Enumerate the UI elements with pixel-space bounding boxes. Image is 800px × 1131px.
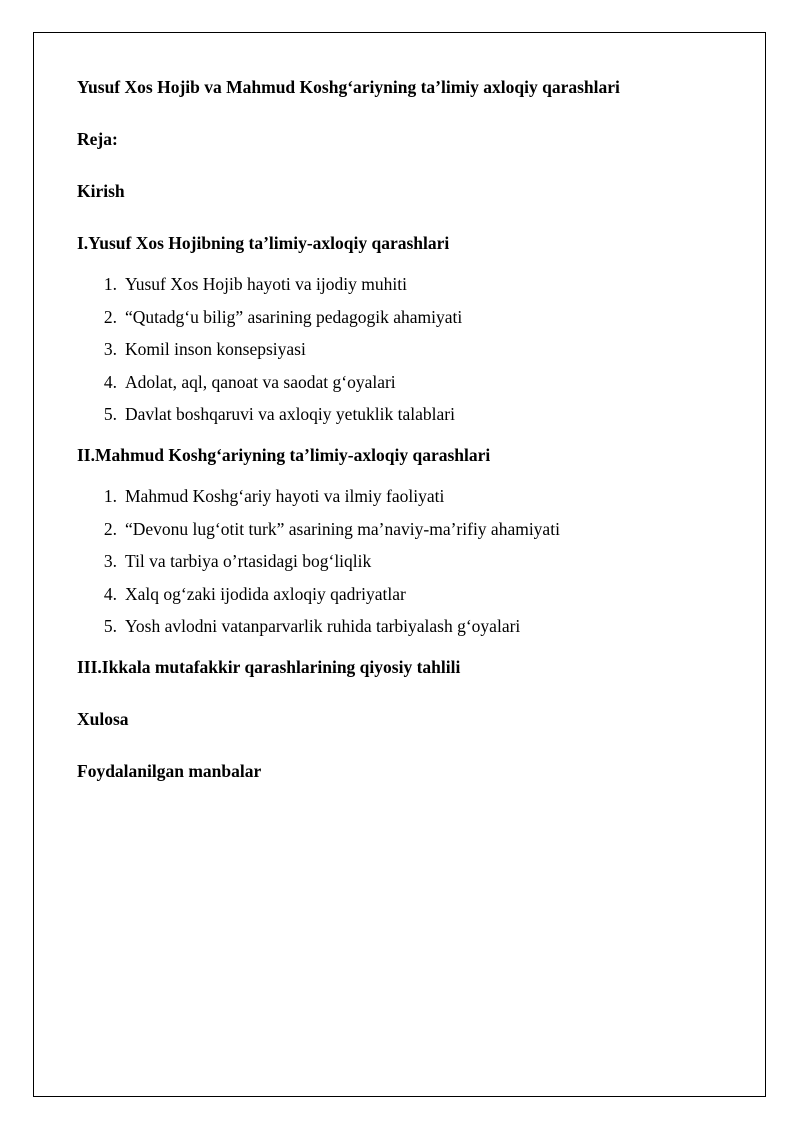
list-item <box>77 371 757 393</box>
list-item-number: 4. <box>103 371 117 392</box>
list-item-number: 3. <box>103 551 117 571</box>
list-item-text: Adolat, aql, qanoat va saodat g‘oyalari <box>125 371 396 392</box>
list-item <box>77 518 757 540</box>
list-item <box>77 485 757 507</box>
document-body <box>77 76 757 782</box>
list-item <box>77 550 757 572</box>
list-item-text: Komil inson konsepsiyasi <box>125 339 306 359</box>
list-item <box>77 306 757 328</box>
list-item-text: Xalq og‘zaki ijodida axloqiy qadriyatlar <box>125 583 406 604</box>
section-3-heading: III.Ikkala mutafakkir qarashlarining qiyosiy tahlili <box>77 657 461 677</box>
list-item-number: 4. <box>103 583 117 604</box>
list-item-number: 5. <box>103 404 117 424</box>
list-item <box>77 615 757 637</box>
list-item-text: Til va tarbiya o’rtasidagi bog‘liqlik <box>125 551 372 571</box>
section-1-list <box>77 273 757 425</box>
list-item-text: Davlat boshqaruvi va axloqiy yetuklik talablari <box>125 404 455 424</box>
list-item <box>77 403 757 425</box>
list-item-number: 3. <box>103 339 117 359</box>
list-item-text: “Qutadg‘u bilig” asarining pedagogik ahamiyati <box>125 306 463 327</box>
list-item-number: 2. <box>103 306 117 327</box>
references-heading: Foydalanilgan manbalar <box>77 761 262 781</box>
list-item-text: Yosh avlodni vatanparvarlik ruhida tarbiyalash g‘oyalari <box>125 616 521 636</box>
list-item <box>77 583 757 605</box>
list-item-number: 1. <box>103 486 117 506</box>
list-item-number: 2. <box>103 518 117 539</box>
list-item <box>77 338 757 360</box>
list-item-number: 5. <box>103 616 117 636</box>
list-item-text: Mahmud Koshg‘ariy hayoti va ilmiy faoliyati <box>125 486 445 506</box>
list-item-text: Yusuf Xos Hojib hayoti va ijodiy muhiti <box>125 274 407 294</box>
intro-heading: Kirish <box>77 181 125 201</box>
plan-label: Reja: <box>77 129 118 149</box>
section-1-heading: I.Yusuf Xos Hojibning ta’limiy-axloqiy qarashlari <box>77 233 450 253</box>
section-2-heading: II.Mahmud Koshg‘ariyning ta’limiy-axloqiy qarashlari <box>77 445 491 465</box>
conclusion-heading: Xulosa <box>77 709 129 729</box>
list-item-text: “Devonu lug‘otit turk” asarining ma’naviy-ma’rifiy ahamiyati <box>125 518 560 539</box>
document-title: Yusuf Xos Hojib va Mahmud Koshg‘ariyning ta’limiy axloqiy qarashlari <box>77 77 620 97</box>
list-item <box>77 273 757 295</box>
list-item-number: 1. <box>103 274 117 294</box>
section-2-list <box>77 485 757 637</box>
